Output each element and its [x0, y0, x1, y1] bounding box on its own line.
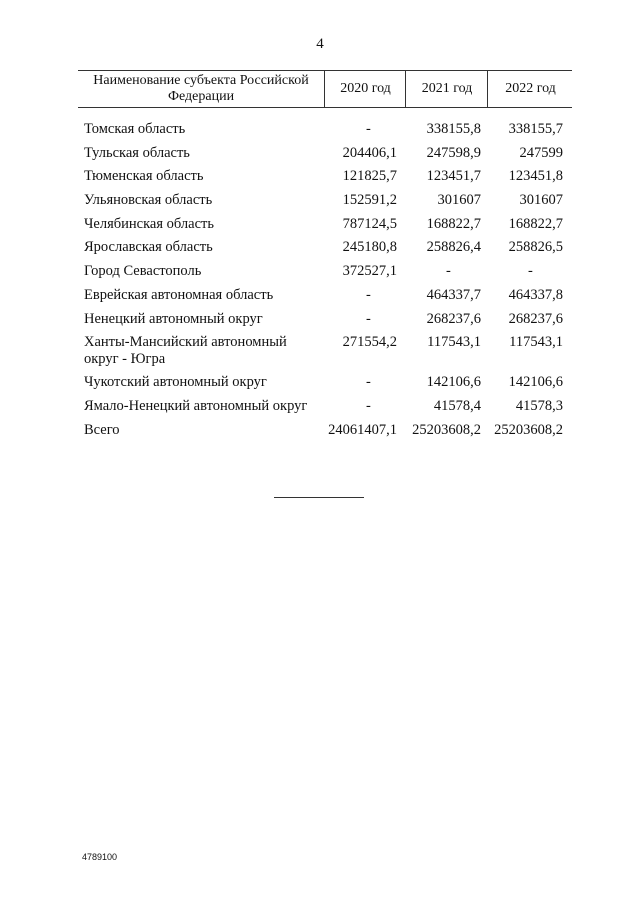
table-row: [0, 311, 640, 335]
row-value-2022: 301607: [519, 192, 563, 209]
header-2021: 2021 год: [405, 71, 488, 107]
row-value-2021: 258826,4: [426, 239, 481, 256]
row-value-2022: 117543,1: [509, 334, 563, 351]
row-value-2022: 464337,8: [508, 286, 563, 303]
header-2022: 2022 год: [487, 71, 573, 107]
row-name: Ямало-Ненецкий автономный округ: [84, 397, 308, 414]
row-name: Всего: [84, 421, 120, 438]
row-value-2021: 123451,7: [426, 168, 481, 185]
header-2020: 2020 год: [324, 71, 406, 107]
document-code: 4789100: [82, 852, 118, 862]
table-row: [0, 145, 640, 169]
row-value-2021: 142106,6: [426, 374, 481, 391]
row-value-2022: 338155,7: [508, 121, 563, 137]
row-value-2021: 25203608,2: [412, 421, 481, 438]
table-row: [0, 168, 640, 192]
row-value-2020: 787124,5: [342, 215, 397, 232]
row-value-2020: -: [366, 374, 371, 391]
row-value-2022: 123451,8: [508, 168, 563, 185]
row-value-2021: 338155,8: [426, 121, 481, 137]
row-name: Томская область: [84, 121, 186, 137]
row-name: Ярославская область: [84, 239, 213, 256]
table-row: [0, 334, 640, 374]
table-row: [0, 239, 640, 263]
row-value-2022: 142106,6: [508, 374, 563, 391]
row-value-2020: 152591,2: [342, 192, 397, 209]
table-row: [0, 216, 640, 240]
end-separator: [274, 497, 364, 498]
row-value-2021: 247598,9: [426, 144, 481, 161]
table-row: [0, 398, 640, 422]
table-row: [0, 287, 640, 311]
row-value-2020: -: [366, 286, 371, 303]
row-name: Ненецкий автономный округ: [84, 310, 263, 327]
row-value-2021: 268237,6: [426, 310, 481, 327]
row-value-2020: 24061407,1: [328, 421, 397, 438]
table-row: [0, 374, 640, 398]
table-row: [0, 192, 640, 216]
row-value-2020: 372527,1: [342, 263, 397, 280]
row-value-2022: 168822,7: [508, 215, 563, 232]
row-value-2021: 117543,1: [427, 334, 481, 351]
row-name: Тюменская область: [84, 168, 204, 185]
row-name: Ульяновская область: [84, 192, 213, 209]
row-value-2022: 25203608,2: [494, 421, 563, 438]
header-name: Наименование субъекта Российской Федерации: [93, 73, 309, 104]
row-value-2022: 41578,3: [515, 397, 563, 414]
row-value-2022: 258826,5: [508, 239, 563, 256]
row-name: Ханты-Мансийский автономный округ - Югра: [84, 334, 287, 368]
row-value-2020: -: [366, 397, 371, 414]
row-value-2020: 271554,2: [342, 334, 397, 351]
row-value-2021: 464337,7: [426, 286, 481, 303]
row-value-2020: 245180,8: [342, 239, 397, 256]
row-value-2020: 121825,7: [342, 168, 397, 185]
table-row: [0, 121, 640, 145]
row-value-2022: 268237,6: [508, 310, 563, 327]
row-value-2020: -: [366, 121, 371, 137]
row-name: Город Севастополь: [84, 263, 202, 280]
row-value-2021: 41578,4: [433, 397, 481, 414]
row-value-2021: 168822,7: [426, 215, 481, 232]
table-row: [0, 263, 640, 287]
table-header: [78, 71, 572, 108]
row-value-2021: -: [446, 263, 451, 280]
row-value-2022: 247599: [519, 144, 563, 161]
row-name: Еврейская автономная область: [84, 286, 274, 303]
row-value-2021: 301607: [437, 192, 481, 209]
row-value-2020: -: [366, 310, 371, 327]
row-value-2020: 204406,1: [342, 144, 397, 161]
row-name: Тульская область: [84, 144, 190, 161]
row-name: Челябинская область: [84, 215, 214, 232]
row-value-2022: -: [528, 263, 533, 280]
row-name: Чукотский автономный округ: [84, 374, 267, 391]
page-number: 4: [316, 36, 324, 52]
table-body: [0, 121, 640, 445]
table-row: [0, 422, 640, 446]
